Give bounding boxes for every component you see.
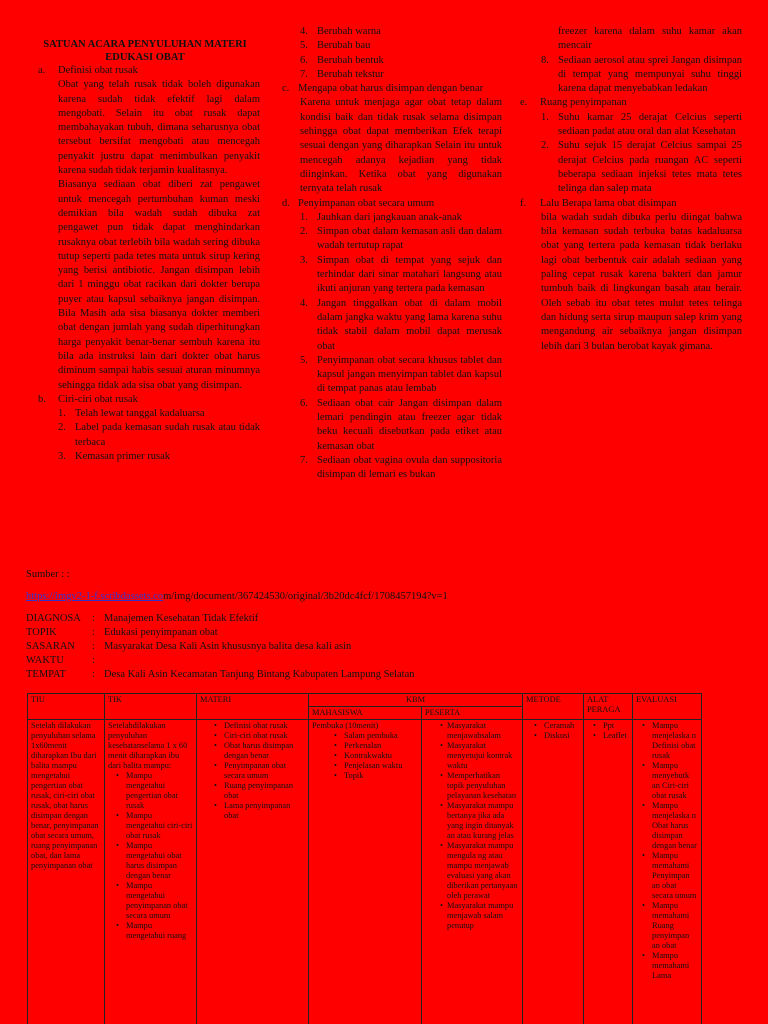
list-item: • Mampu memahami Ruang penyimpan an obat	[652, 901, 698, 951]
list-item: 4. Jangan tinggalkan obat di dalam mobil dalam jangka waktu yang lama karena suhu tidak stabil dalam mobil dapat merusak obat	[300, 297, 502, 352]
header-materi: MATERI	[197, 694, 309, 720]
table-header-row	[28, 694, 702, 707]
document-title: SATUAN ACARA PENYULUHAN MATERI EDUKASI OBAT	[43, 39, 247, 63]
source-link[interactable]: https://imgv2-1-f.scribdassets.co	[26, 591, 164, 602]
list-item: • Mampu memahami Penyimpan an obat secara umum	[652, 851, 698, 901]
list-item: 6. Sediaan obat cair Jangan disimpan dalam lemari pendingin atau freezer agar tidak beku kecuali disebutkan pada etiket atau kemasan obat	[300, 397, 502, 452]
list-item: 5. Berubah bau	[300, 40, 371, 52]
list-item: 7. Berubah tekstur	[300, 68, 384, 80]
info-row-tempat: TEMPAT : Desa Kali Asin Kecamatan Tanjung Bintang Kabupaten Lampung Selatan	[26, 669, 415, 680]
column-left	[30, 38, 260, 464]
list-item: • Kontrakwaktu	[344, 751, 418, 761]
list-item: 2. Label pada kemasan sudah rusak atau tidak terbaca	[58, 422, 260, 448]
section-d-item7-cont: freezer karena dalam suhu kamar akan mencair	[558, 26, 742, 52]
info-row-sasaran: SASARAN : Masyarakat Desa Kali Asin khususnya balita desa kali asin	[26, 641, 352, 652]
section-a-heading: a. Definisi obat rusak	[38, 65, 138, 76]
header-mahasiswa: MAHASISWA	[309, 707, 422, 720]
list-item: • Definisi obat rusak	[224, 721, 305, 731]
section-a-paragraph-1: Obat yang telah rusak tidak boleh digunakan karena sudah tidak efektif lagi dalam mengobati. Selain itu obat rusak dapat membahayakan tubuh, dimana seharusnya obat tersebut bersifat mengobati atau mencegah penyakit justru dapat menimbulkan penyakit karena sudah tidak terjamin kualitasnya.	[58, 79, 260, 177]
list-item: • Penjelasan waktu	[344, 761, 418, 771]
cell-alat	[584, 720, 633, 1024]
list-item: • Diskusi	[544, 731, 580, 741]
list-item: • Ciri-ciri obat rusak	[224, 731, 305, 741]
section-c-paragraph: Karena untuk menjaga agar obat tetap dalam kondisi baik dan tidak rusak selama disimpan sehingga obat dapat memberikan Efek terapi sesuai dengan yang diharapkan Selain itu untuk mencegah adanya kejadian yang tidak diinginkan. Ketika obat yang digunakan ternyata telah rusak	[300, 97, 502, 195]
list-item: • Mampu menjelaska n Obat harus disimpan dengan benar	[652, 801, 698, 851]
cell-tik: Setelahdilakukan penyuluhan kesehatanselama 1 x 60 menit diharapkan ibu dari balita mampu: • Mampu mengetahui pengertian obat rusak • Mampu mengetahui ciri-ciri obat rusak • Mampu mengetahui obat harus disimpan dengan benar • Mampu mengetahui penyimpanan obat secara umum • Mampu mengetahui ruang	[105, 720, 197, 1024]
list-item: 6. Berubah bentuk	[300, 54, 384, 66]
list-item: 5. Penyimpanan obat secara khusus tablet dan kapsul jangan menyimpan tablet dan kapsul di tempat panas atau lembab	[300, 354, 502, 395]
list-item: 3. Kemasan primer rusak	[58, 451, 171, 463]
header-peserta: PESERTA	[422, 707, 523, 720]
column-right	[520, 25, 742, 354]
list-item: 7. Sediaan obat vagina ovula dan suppositoria disimpan di lemari es bukan	[300, 454, 502, 481]
list-item: • Ceramah	[544, 721, 580, 731]
section-b-list-cont	[300, 25, 502, 82]
list-item: • Penyimpanan obat secara umum	[224, 761, 305, 781]
section-c-heading: c. Mengapa obat harus disimpan dengan benar	[282, 83, 484, 95]
header-metode: METODE	[523, 694, 584, 720]
section-d-list-cont	[541, 54, 742, 97]
list-item: • Mampu menjelaska n Definisi obat rusak	[652, 721, 698, 761]
table-row	[28, 720, 702, 1024]
cell-evaluasi	[633, 720, 702, 1024]
header-evaluasi: EVALUASI	[633, 694, 702, 720]
list-item: • Mampu mengetahui pengertian obat rusak	[126, 771, 193, 811]
list-item: • Masyarakat mampu bertanya jika ada yang ingin ditanyak an atau kurang jelas	[447, 801, 519, 841]
list-item: 2. Suhu sejuk 15 derajat Celcius sampai 25 derajat Celcius pada ruangan AC seperti beberapa sediaan injeksi tetes mata tetes telinga dan salep mata	[541, 140, 742, 195]
section-e-heading: e. Ruang penyimpanan	[520, 97, 627, 109]
section-e-list	[541, 111, 742, 197]
list-item: • Mampu mengetahui ciri-ciri obat rusak	[126, 811, 193, 841]
list-item: • Masyarakat mampu mengula ng atau mampu menjawab evaluasi yang akan diberikan pertanyaan oleh perawat	[447, 841, 519, 901]
cell-peserta	[422, 720, 523, 1024]
source-link-rest: m/img/document/367424530/original/3b20dc4fcf/1708457194?v=1	[163, 591, 448, 602]
list-item: 3. Simpan obat di tempat yang sejuk dan terhindar dari sinar matahari langsung atau ikuti anjuran yang tertera pada kemasan	[300, 254, 502, 295]
list-item: • Mampu memahami Lama	[652, 951, 698, 981]
list-item: • Masyarakat mampu menjawab salam penutup	[447, 901, 519, 931]
header-tik: TIK	[105, 694, 197, 720]
list-item: 4. Berubah warna	[300, 26, 381, 37]
cell-mahasiswa: Pembuka (10menit) • Salam pembuka • Perkenalan • Kontrakwaktu • Penjelasan waktu • Topik	[309, 720, 422, 1024]
list-item: • Lama penyimpanan obat	[224, 801, 305, 821]
list-item: • Masyarakat menyetujui kontrak waktu	[447, 741, 519, 771]
info-block	[26, 612, 415, 682]
sap-table	[27, 693, 702, 1024]
list-item: • Mampu mengetahui penyimpanan obat secara umum	[126, 881, 193, 921]
list-item: • Leaflet	[603, 731, 629, 741]
section-d-list	[300, 211, 502, 483]
header-tiu: TIU	[28, 694, 105, 720]
source-label: Sumber : :	[26, 569, 70, 580]
list-item: • Masyarakat menjawabsalam	[447, 721, 519, 741]
list-item: 1. Jauhkan dari jangkauan anak-anak	[300, 211, 462, 223]
list-item: • Mampu menyebutk an Ciri-ciri obat rusak	[652, 761, 698, 801]
section-d-heading: d. Penyimpanan obat secara umum	[282, 197, 435, 209]
list-item: 1. Telah lewat tanggal kadaluarsa	[58, 408, 205, 420]
list-item: • Memperhatikan topik penyuluhan pelayanan kesehatan	[447, 771, 519, 801]
section-f-heading: f. Lalu Berapa lama obat disimpan	[520, 197, 677, 209]
info-row-waktu: WAKTU :	[26, 655, 95, 666]
section-a-paragraph-2: Biasanya sediaan obat diberi zat pengawet untuk mencegah pertumbuhan kuman meski demikian bila wadah sudah dibuka zat pengawet pun tidak dapat menghindarkan rusaknya obat terlebih bila wadah sering dibuka tutup seperti pada tetes mata untuk sirup kering yang berisi antibiotic. Jangan disimpan lebih dari 1 minggu obat racikan dari dokter berupa puyer atau kapsul sebaiknya jangan disimpan. Bila Masih ada sisa biasanya dokter memberi obat dengan jumlah yang sudah diperhitungkan harga penyakit benar-benar sembuh karena itu bila ada instruksi lain dari dokter obat harus diminum sampai habis sesuai aturan minumnya sehingga tidak ada sisa obat yang disimpan.	[58, 179, 260, 391]
cell-metode	[523, 720, 584, 1024]
source-line	[26, 590, 448, 604]
list-item: • Ruang penyimpanan obat	[224, 781, 305, 801]
section-f-paragraph: bila wadah sudah dibuka perlu diingat bahwa bila kemasan sudah terbuka batas kadaluarsa obat yang tertera pada kemasan tidak berlaku lagi obat berbentuk cair adalah sediaan yang paling cepat rusak karena bakteri dan jamur tumbuh baik di lingkungan basah atau berair. Oleh sebab itu obat tetes mulut tetes telinga dan hidung serta sirup maupun salep krim yang mengandung air sebaiknya jangan disimpan lebih dari 3 bulan berobat kayak gimana.	[541, 211, 742, 352]
list-item: • Salam pembuka	[344, 731, 418, 741]
info-row-topik: TOPIK : Edukasi penyimpanan obat	[26, 627, 218, 638]
list-item: • Ppt	[603, 721, 629, 731]
header-kbm: KBM	[309, 694, 523, 707]
list-item: • Mampu mengetahui ruang	[126, 921, 193, 941]
list-item: • Obat harus disimpan dengan benar	[224, 741, 305, 761]
section-b-list	[58, 407, 260, 464]
column-middle	[282, 25, 502, 483]
section-b-heading: b. Ciri-ciri obat rusak	[38, 393, 138, 405]
list-item: 8. Sediaan aerosol atau sprei Jangan disimpan di tempat yang mempunyai suhu tinggi karena dapat menyebabkan ledakan	[541, 54, 742, 95]
list-item: 1. Suhu kamar 25 derajat Celcius seperti sediaan padat atau oral dan alat Kesehatan	[541, 111, 742, 138]
list-item: • Perkenalan	[344, 741, 418, 751]
list-item: 2. Simpan obat dalam kemasan asli dan dalam wadah tertutup rapat	[300, 226, 502, 252]
cell-materi	[197, 720, 309, 1024]
list-item: • Topik	[344, 771, 418, 781]
list-item: • Mampu mengetahui obat harus disimpan dengan benar	[126, 841, 193, 881]
header-alat: ALAT PERAGA	[584, 694, 633, 720]
info-row-diagnosa: DIAGNOSA : Manajemen Kesehatan Tidak Efektif	[26, 613, 259, 624]
cell-tiu: Setelah dilakukan penyuluhan selama 1x60menit diharapkan Ibu dari balita mampu mengetahui pengertian obat rusak, ciri-ciri obat rusak, obat harus disimpan dengan benar, penyimpanan obat secara umum, ruang penyimpanan obat, dan lama penyimpanan obat	[28, 720, 105, 1024]
